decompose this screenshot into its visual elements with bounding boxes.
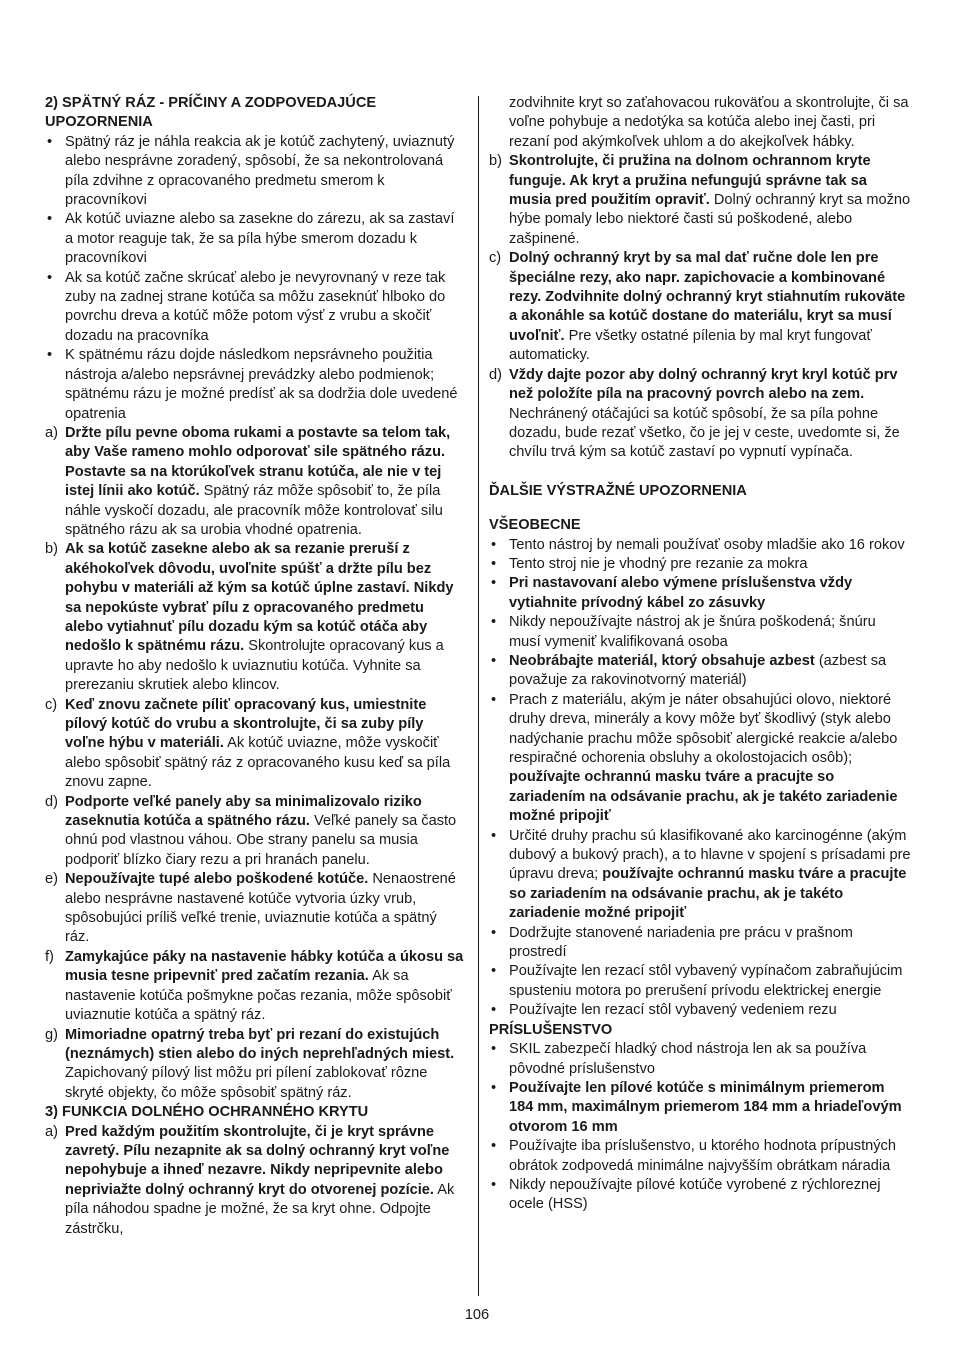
item-3a-continuation: zodvihnite kryt so zaťahovacou rukoväťou a skontrolujte, či sa voľne pohybuje a nedotýka sa kotúča alebo inej časti, pri rezaní pod akýmkoľvek uhlom a do akejkoľvek hábky. <box>509 95 909 150</box>
bullet-marker: • <box>491 536 497 553</box>
bullet-item: • Používajte len rezací stôl vybavený vedeniem rezu <box>489 1001 911 1020</box>
lettered-item-3c: c) Dolný ochranný kryt by sa mal dať ručne dole len pre špeciálne rezy, ako napr. zapichovacie a kombinované rezy. Zodvihnite dolný ochranný kryt stiahnutím rukoväte a akonáhle sa kotúč dostane do materiálu, kryt sa musí uvoľniť. Pre všetky ostatné pílenia by mal kryt fungovať automaticky. <box>489 250 906 364</box>
bullet-marker: • <box>491 691 497 708</box>
lettered-item-b: b) Ak sa kotúč zasekne alebo ak sa rezanie preruší z akéhokoľvek dôvodu, uvoľnite spúšť a držte pílu bez pohybu v materiáli až kým sa kotúč úplne zastaví. Nikdy sa nepokúste vybrať pílu z opracovaného predmetu alebo vytiahnuť pílu dozadu kým sa kotúč otáča aby nedošlo k spätnému rázu. Skontrolujte opracovaný kus a upravte ho aby nedošlo k uviaznutiu kotúča. Vyhnite sa prerezaniu skrutiek alebo klincov. <box>45 541 454 694</box>
bullet-item: • Ak sa kotúč začne skrúcať alebo je nevyrovnaný v reze tak zuby na zadnej strane kotúča sa môžu zaseknúť hlboko do povrchu dreva a kotúč môže potom výsť z vrubu a skočiť dozadu na pracovníka <box>47 269 446 344</box>
bullet-item: • Dodržujte stanovené nariadenia pre prácu v prašnom prostredí <box>491 924 853 961</box>
lettered-item-d: d) Podporte veľké panely aby sa minimalizovalo riziko zaseknutia kotúča a spätného rázu. Veľké panely sa často ohnú pod vlastnou váhou. Obe strany panelu sa musia podporiť blízko čiary rezu a pri hranách panelu. <box>45 793 457 868</box>
bullet-item: • Používajte len rezací stôl vybavený vypínačom zabraňujúcim spusteniu motora po prerušení prívodu elektrickej energie <box>491 963 903 999</box>
section-3-heading: 3) FUNKCIA DOLNÉHO OCHRANNÉHO KRYTU <box>45 1104 369 1121</box>
item-letter: f) <box>45 948 54 965</box>
bullet-marker: • <box>491 1176 497 1193</box>
bullet-item: • Používajte iba príslušenstvo, u ktorého hodnota prípustných obrátok zodpovedá minimálne najvyšším obrátkam náradia <box>491 1138 896 1174</box>
column-divider <box>478 96 479 1296</box>
bullet-item: • Neobrábajte materiál, ktorý obsahuje azbest (azbest sa považuje za rakovinotvorný materiál) <box>491 652 887 689</box>
item-letter: b) <box>489 153 502 170</box>
bullet-marker: • <box>491 963 497 980</box>
bullet-marker: • <box>491 924 497 941</box>
item-letter: e) <box>45 871 58 888</box>
item-letter: c) <box>489 250 502 267</box>
accessories-heading: PRÍSLUŠENSTVO <box>489 1021 613 1038</box>
lettered-item-3a: a) Pred každým použitím skontrolujte, či je kryt správne zavretý. Pílu nezapnite ak sa dolný ochranný kryt voľne nepohybuje a ihneď nezavre. Nikdy nepripevnite alebo nepriviažte dolný ochranný kryt do otvorenej pozície. Ak píla náhodou spadne je možné, že sa kryt ohne. Odpojte zástrčku, <box>45 1123 455 1237</box>
lettered-item-3d: d) Vždy dajte pozor aby dolný ochranný kryt kryl kotúč prv než položíte píla na pracovný povrch alebo na zem. Nechránený otáčajúci sa kotúč spôsobí, že sa píla pohne dozadu, bude rezať všetko, čo je jej v ceste, uvedomte si, že chvílu trvá kým sa kotúč zastaví po vypnutí vypínača. <box>489 366 900 461</box>
item-letter: d) <box>45 793 58 810</box>
bullet-marker: • <box>491 614 497 631</box>
item-letter: a) <box>45 424 58 441</box>
further-warnings-heading: ĎALŠIE VÝSTRAŽNÉ UPOZORNENIA <box>489 482 747 499</box>
lettered-item-a: a) Držte pílu pevne oboma rukami a postavte sa telom tak, aby Vaše rameno mohlo odporovať sile spätného rázu. Postavte sa na ktorúkoľvek stranu kotúča, ale nie v tej istej línii ako kotúč. Spätný ráz môže spôsobiť to, že píla náhle vyskočí dozadu, ale pracovník môže kontrolovať silu spätného rázu ak sa urobia vhodné opatrenia. <box>45 424 451 538</box>
general-heading: VŠEOBECNE <box>489 517 581 534</box>
bullet-item: • Tento stroj nie je vhodný pre rezanie za mokra <box>489 555 911 574</box>
section-2-heading: 2) SPÄTNÝ RÁZ - PRÍČINY A ZODPOVEDAJÚCE UPOZORNENIA <box>45 95 377 131</box>
bullet-marker: • <box>491 652 497 669</box>
spacer <box>489 501 911 516</box>
item-letter: g) <box>45 1026 58 1043</box>
bullet-item: • Nikdy nepoužívajte nástroj ak je šnúra poškodená; šnúru musí vymeniť kvalifikovaná osoba <box>491 614 876 650</box>
bullet-marker: • <box>491 575 497 592</box>
bullet-item: • Spätný ráz je náhla reakcia ak je kotúč zachytený, uviaznutý alebo nesprávne zoradený, spôsobí, že sa nekontrolovaná píla zdvihne z opracovaného predmetu smerom k pracovníkovi <box>47 133 455 209</box>
lettered-item-f: f) Zamykajúce páky na nastavenie hábky kotúča a úkosu sa musia tesne pripevniť pred začatím rezania. Ak sa nastavenie kotúča pošmykne počas rezania, môže spôsobiť uviaznutie kotúča a spätný ráz. <box>45 948 464 1024</box>
bullet-marker: • <box>491 1002 497 1019</box>
bullet-marker: • <box>47 269 53 286</box>
item-letter: c) <box>45 696 58 713</box>
bullet-item: • Ak kotúč uviazne alebo sa zasekne do zárezu, ak sa zastaví a motor reaguje tak, že sa píla hýbe smerom dozadu k pracovníkovi <box>47 211 455 267</box>
bullet-item: • K spätnému rázu dojde následkom nepsrávneho použitia nástroja a/alebo nepsrávnej prevádzky alebo podmienok; spätnému rázu je možné predísť ak sa dodržia dole uvedené opatrenia <box>47 347 458 422</box>
item-letter: a) <box>45 1123 58 1140</box>
bullet-marker: • <box>491 1041 497 1058</box>
bullet-marker: • <box>491 1138 497 1155</box>
left-column <box>45 94 465 1239</box>
bullet-item: • Prach z materiálu, akým je náter obsahujúci olovo, niektoré druhy dreva, minerály a kovy môže byť škodlivý (styk alebo nadýchanie prachu môže spôsobiť alergické reakcie a/alebo respiračné ochorenia obsluhy a okolostojacich osôb); používajte ochrannú masku tváre a pracujte so zariadením na odsávanie prachu, ak je takéto zariadenie možné pripojiť <box>491 691 898 825</box>
bullet-item: • Určité druhy prachu sú klasifikované ako karcinogénne (akým dubový a bukový prach), a to hlavne v spojení s prísadami pre úpravu dreva; používajte ochrannú masku tváre a pracujte so zariadením na odsávanie prachu, ak je takéto zariadenie možné pripojiť <box>491 827 911 922</box>
bullet-marker: • <box>47 211 53 228</box>
bullet-item: • SKIL zabezpečí hladký chod nástroja len ak sa používa pôvodné príslušenstvo <box>491 1041 867 1077</box>
bullet-marker: • <box>47 347 53 364</box>
right-column <box>489 94 911 1215</box>
lettered-item-c: c) Keď znovu začnete píliť opracovaný kus, umiestnite pílový kotúč do vrubu a skontrolujte, či sa zuby píly voľne hýbu v materiáli. Ak kotúč uviazne, môže vyskočiť alebo spôsobiť spätný ráz z opracovaného kusu keď sa píla znovu zapne. <box>45 696 451 791</box>
bullet-marker: • <box>491 555 497 572</box>
bullet-marker: • <box>491 827 497 844</box>
bullet-marker: • <box>47 133 53 150</box>
lettered-item-g: g) Mimoriadne opatrný treba byť pri rezaní do existujúch (neznámych) stien alebo do iných neprehľadných miest. Zapichovaný pílový list môžu pri pílení zablokovať rôzne skryté objekty, čo môže spôsobiť spätný ráz. <box>45 1026 455 1101</box>
bullet-item: • Používajte len pílové kotúče s minimálnym priemerom 184 mm, maximálnym priemerom 184 mm a hriadeľovým otvorom 16 mm <box>491 1079 902 1135</box>
page-number: 106 <box>464 1307 490 1323</box>
lettered-item-e: e) Nepoužívajte tupé alebo poškodené kotúče. Nenaostrené alebo nesprávne nastavené kotúče vytvoria úzky vrub, spôsobujúci príliš veľké trenie, uviaznutie kotúča a spätný ráz. <box>45 871 456 946</box>
spacer <box>489 463 911 482</box>
item-letter: d) <box>489 366 502 383</box>
lettered-item-3b: b) Skontrolujte, či pružina na dolnom ochrannom kryte funguje. Ak kryt a pružina nefungujú správne tak sa musia pred použitím opraviť. Dolný ochranný kryt sa možno hýbe pomaly lebo niektoré časti sú poškodené, alebo zašpinené. <box>489 153 911 247</box>
bullet-marker: • <box>491 1079 497 1096</box>
item-letter: b) <box>45 541 58 558</box>
bullet-item: • Pri nastavovaní alebo výmene príslušenstva vždy vytiahnite prívodný kábel zo zásuvky <box>491 575 853 611</box>
bullet-item: • Nikdy nepoužívajte pílové kotúče vyrobené z rýchloreznej ocele (HSS) <box>491 1176 881 1213</box>
bullet-item: • Tento nástroj by nemali používať osoby mladšie ako 16 rokov <box>489 536 911 555</box>
